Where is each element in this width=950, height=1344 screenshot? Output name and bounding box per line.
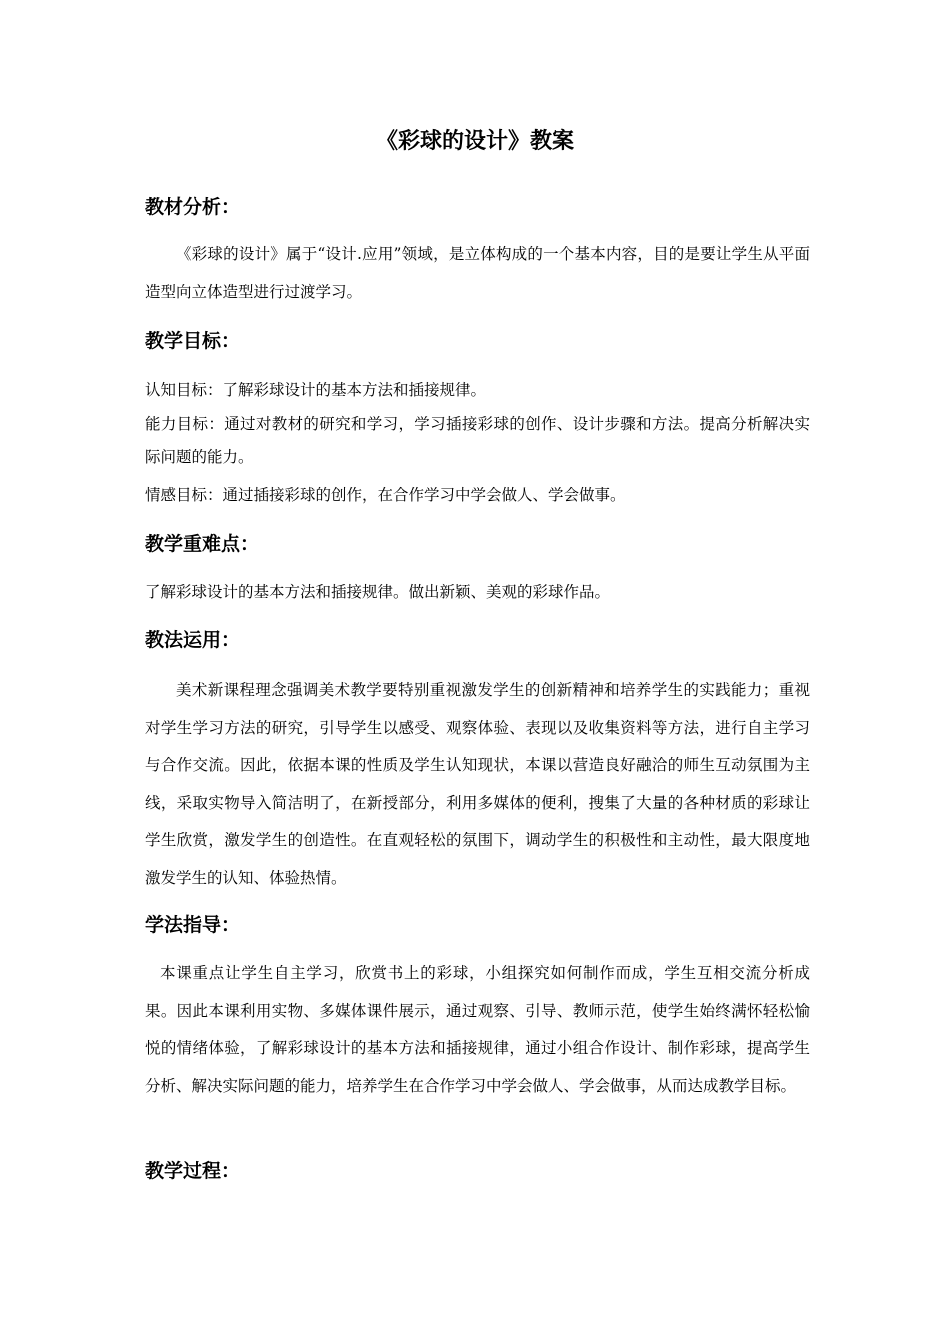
heading-teaching-objectives: 教学目标： <box>145 330 241 352</box>
document-title: 《彩球的设计》教案 <box>375 129 574 154</box>
paragraph-learning-guidance: 本课重点让学生自主学习，欣赏书上的彩球，小组探究如何制作而成，学生互相交流分析成果。因此本课利用实物、多媒体课件展示，通过观察、引导、教师示范，使学生始终满怀轻松愉悦的情绪体验，了解彩球设计的基本方法和插接规律，通过小组合作设计、制作彩球，提高学生分析、解决实际问题的能力，培养学生在合作学习中学会做人、学会做事，从而达成教学目标。 <box>145 964 810 1095</box>
heading-textbook-analysis: 教材分析： <box>145 196 241 218</box>
paragraph-key-difficulties: 了解彩球设计的基本方法和插接规律。做出新颖、美观的彩球作品。 <box>145 583 611 601</box>
heading-teaching-methods: 教法运用： <box>145 629 241 651</box>
paragraph-textbook-analysis: 《彩球的设计》属于“设计.应用”领域，是立体构成的一个基本内容，目的是要让学生从平面造型向立体造型进行过渡学习。 <box>145 245 810 301</box>
heading-teaching-process: 教学过程： <box>145 1160 241 1182</box>
heading-key-difficulties: 教学重难点： <box>145 533 260 555</box>
paragraph-teaching-methods: 美术新课程理念强调美术教学要特别重视激发学生的创新精神和培养学生的实践能力；重视对学生学习方法的研究，引导学生以感受、观察体验、表现以及收集资料等方法，进行自主学习与合作交流。因此，依据本课的性质及学生认知现状，本课以营造良好融洽的师生互动氛围为主线，采取实物导入简洁明了，在新授部分，利用多媒体的便利，搜集了大量的各种材质的彩球让学生欣赏，激发学生的创造性。在直观轻松的氛围下，调动学生的积极性和主动性，最大限度地激发学生的认知、体验热情。 <box>145 681 810 887</box>
paragraph-emotional-objective: 情感目标：通过插接彩球的创作，在合作学习中学会做人、学会做事。 <box>145 486 626 504</box>
paragraph-cognitive-objective: 认知目标：了解彩球设计的基本方法和插接规律。 <box>145 381 487 399</box>
paragraph-ability-objective: 能力目标：通过对教材的研究和学习，学习插接彩球的创作、设计步骤和方法。提高分析解决实际问题的能力。 <box>145 415 810 466</box>
heading-learning-guidance: 学法指导： <box>145 914 241 936</box>
